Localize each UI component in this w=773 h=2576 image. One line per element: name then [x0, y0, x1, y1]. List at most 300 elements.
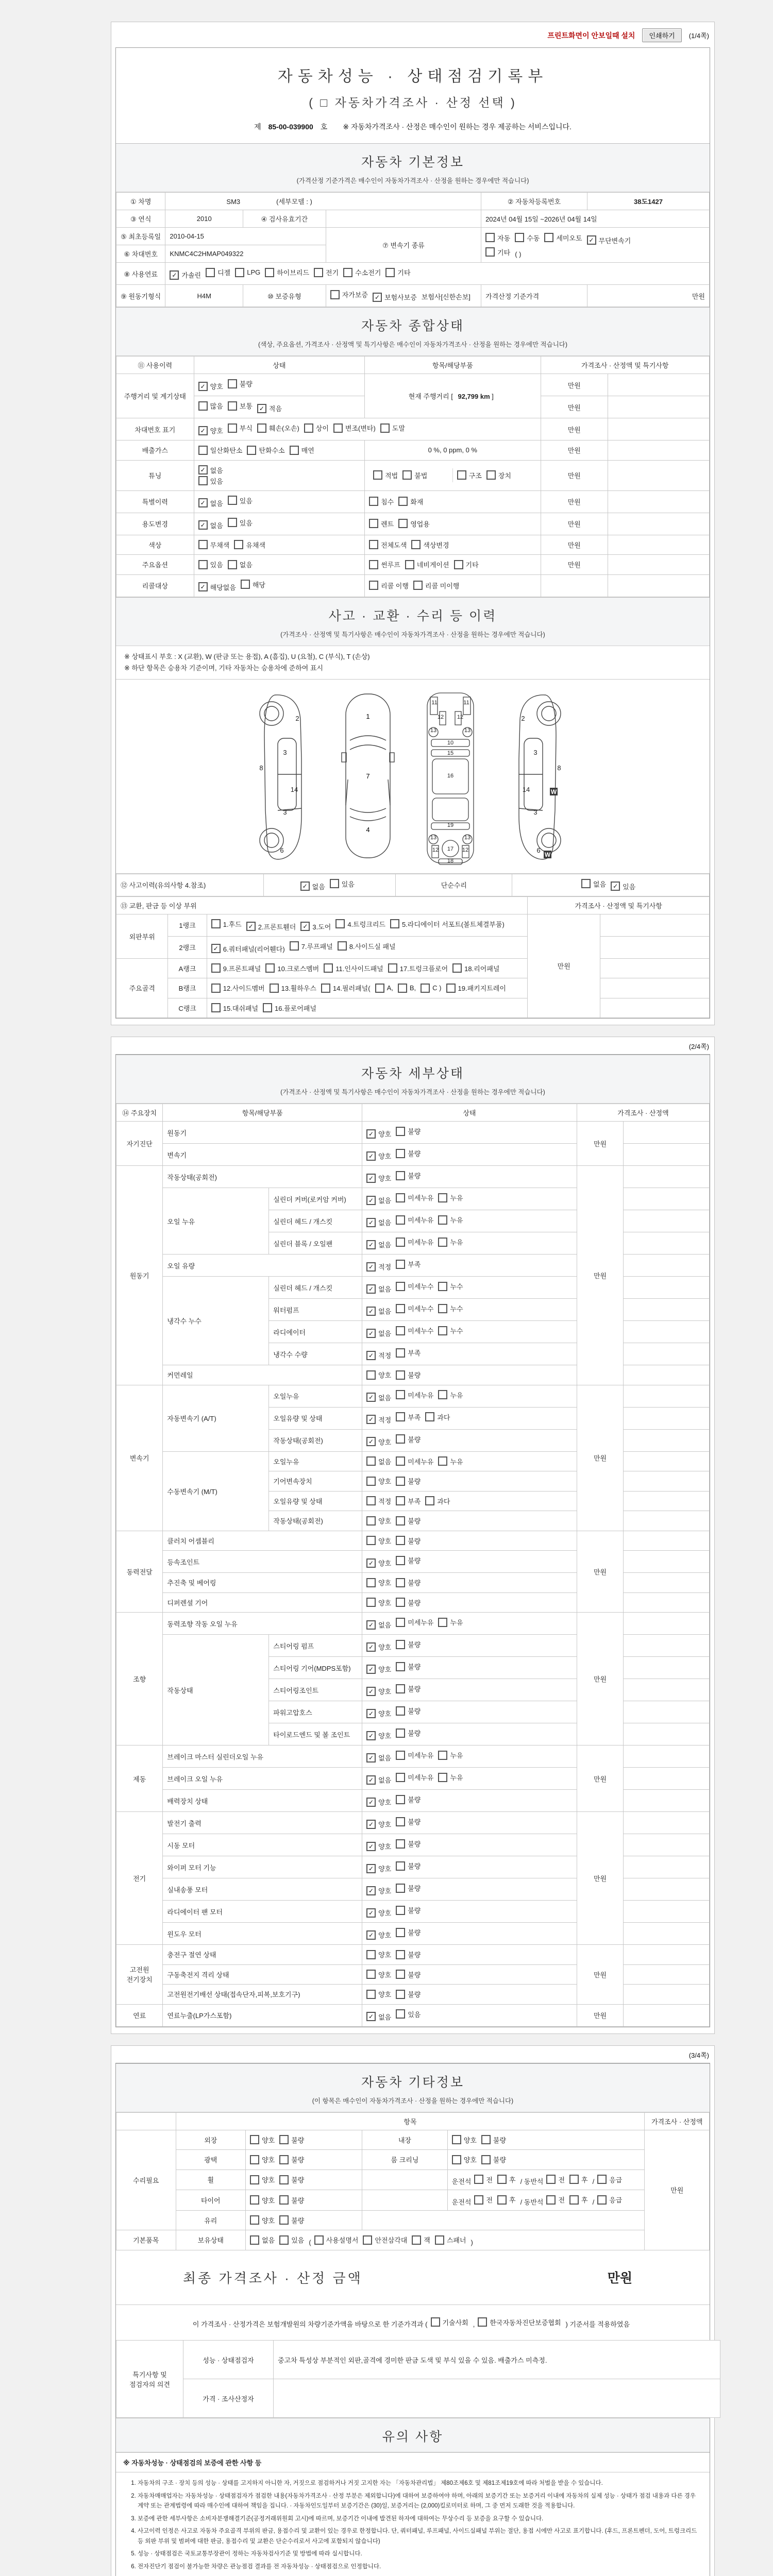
- checkbox-icon[interactable]: [497, 2175, 507, 2184]
- checkbox-option[interactable]: [569, 2195, 588, 2205]
- checkbox-option[interactable]: [366, 1306, 391, 1316]
- checkbox-checked-icon[interactable]: ✓: [366, 1709, 376, 1718]
- checkbox-icon[interactable]: [330, 290, 340, 299]
- checkbox-option[interactable]: [366, 1886, 391, 1895]
- checkbox-option[interactable]: [257, 403, 282, 413]
- checkbox-icon[interactable]: [324, 963, 333, 973]
- checkbox-option[interactable]: [363, 2235, 407, 2245]
- checkbox-option[interactable]: [228, 423, 253, 433]
- checkbox-option[interactable]: [396, 1662, 421, 1671]
- checkbox-option[interactable]: [369, 497, 394, 506]
- checkbox-icon[interactable]: [396, 1817, 405, 1826]
- checkbox-option[interactable]: [396, 1750, 433, 1760]
- checkbox-option[interactable]: [228, 560, 253, 569]
- checkbox-option[interactable]: [366, 1173, 391, 1183]
- checkbox-icon[interactable]: [366, 1598, 376, 1607]
- checkbox-icon[interactable]: [438, 1773, 447, 1782]
- checkbox-option[interactable]: [396, 1861, 421, 1871]
- checkbox-option[interactable]: [228, 496, 253, 505]
- checkbox-option[interactable]: [452, 963, 499, 973]
- checkbox-icon[interactable]: [290, 446, 299, 455]
- checkbox-icon[interactable]: [497, 2195, 507, 2205]
- checkbox-option[interactable]: [265, 267, 309, 277]
- checkbox-option[interactable]: [405, 560, 449, 569]
- checkbox-option[interactable]: [411, 540, 449, 550]
- checkbox-option[interactable]: [366, 1797, 391, 1807]
- checkbox-icon[interactable]: [452, 2135, 461, 2144]
- checkbox-option[interactable]: [211, 1003, 258, 1013]
- checkbox-option[interactable]: [366, 1970, 391, 1979]
- checkbox-option[interactable]: [198, 465, 356, 475]
- checkbox-option[interactable]: [478, 2317, 561, 2327]
- checkbox-option[interactable]: [452, 2135, 477, 2145]
- checkbox-checked-icon[interactable]: ✓: [373, 293, 382, 302]
- checkbox-checked-icon[interactable]: ✓: [366, 1886, 376, 1895]
- checkbox-checked-icon[interactable]: ✓: [366, 1620, 376, 1630]
- checkbox-icon[interactable]: [421, 984, 430, 993]
- checkbox-option[interactable]: [396, 1555, 421, 1565]
- checkbox-icon[interactable]: [396, 1662, 405, 1671]
- checkbox-icon[interactable]: [396, 1884, 405, 1893]
- checkbox-icon[interactable]: [198, 476, 208, 485]
- checkbox-option[interactable]: [235, 268, 260, 277]
- checkbox-option[interactable]: [366, 1328, 391, 1338]
- checkbox-checked-icon[interactable]: ✓: [198, 382, 208, 391]
- checkbox-icon[interactable]: [250, 2235, 259, 2245]
- checkbox-icon[interactable]: [366, 1370, 376, 1380]
- checkbox-icon[interactable]: [597, 2175, 607, 2184]
- checkbox-checked-icon[interactable]: ✓: [366, 1687, 376, 1696]
- checkbox-icon[interactable]: [241, 580, 250, 589]
- checkbox-icon[interactable]: [396, 1950, 405, 1959]
- checkbox-checked-icon[interactable]: ✓: [366, 1731, 376, 1740]
- checkbox-option[interactable]: [246, 922, 296, 931]
- checkbox-checked-icon[interactable]: ✓: [366, 1129, 376, 1139]
- checkbox-icon[interactable]: [270, 984, 279, 993]
- checkbox-icon[interactable]: [438, 1390, 447, 1399]
- checkbox-icon[interactable]: [366, 1990, 376, 1999]
- checkbox-icon[interactable]: [366, 1970, 376, 1979]
- checkbox-icon[interactable]: [366, 1456, 376, 1466]
- checkbox-icon[interactable]: [363, 2235, 372, 2245]
- checkbox-icon[interactable]: [396, 1215, 405, 1225]
- checkbox-icon[interactable]: [438, 1304, 447, 1313]
- checkbox-icon[interactable]: [454, 560, 463, 569]
- checkbox-icon[interactable]: [569, 2175, 579, 2184]
- checkbox-option[interactable]: [314, 267, 339, 277]
- checkbox-option[interactable]: [390, 919, 505, 929]
- checkbox-option[interactable]: [398, 984, 416, 993]
- checkbox-icon[interactable]: [396, 1839, 405, 1849]
- checkbox-icon[interactable]: [396, 1684, 405, 1693]
- checkbox-icon[interactable]: [485, 233, 495, 242]
- checkbox-option[interactable]: [438, 1772, 463, 1782]
- checkbox-option[interactable]: [438, 1303, 463, 1313]
- checkbox-option[interactable]: [396, 1536, 421, 1546]
- checkbox-icon[interactable]: [452, 963, 462, 973]
- checkbox-checked-icon[interactable]: ✓: [257, 404, 266, 413]
- checkbox-option[interactable]: [366, 1516, 391, 1526]
- checkbox-option[interactable]: [396, 1706, 421, 1716]
- checkbox-option[interactable]: [335, 919, 385, 929]
- checkbox-option[interactable]: [396, 1950, 421, 1959]
- checkbox-icon[interactable]: [396, 1516, 405, 1526]
- checkbox-icon[interactable]: [366, 1950, 376, 1959]
- checkbox-option[interactable]: [304, 423, 329, 433]
- checkbox-option[interactable]: [396, 2009, 421, 2019]
- checkbox-checked-icon[interactable]: ✓: [211, 944, 221, 953]
- checkbox-icon[interactable]: [385, 268, 395, 277]
- checkbox-checked-icon[interactable]: ✓: [366, 1775, 376, 1785]
- checkbox-option[interactable]: [198, 582, 236, 592]
- checkbox-option[interactable]: [234, 540, 265, 550]
- checkbox-option[interactable]: [366, 1642, 391, 1652]
- checkbox-option[interactable]: [611, 882, 635, 891]
- checkbox-option[interactable]: [366, 1370, 391, 1380]
- checkbox-icon[interactable]: [211, 984, 221, 993]
- print-install-notice[interactable]: 프린트화면이 안보일때 설치: [547, 31, 635, 40]
- checkbox-icon[interactable]: [228, 518, 237, 527]
- checkbox-checked-icon[interactable]: ✓: [366, 1642, 376, 1652]
- checkbox-option[interactable]: [597, 2195, 622, 2205]
- print-button[interactable]: 인쇄하기: [642, 28, 681, 42]
- checkbox-checked-icon[interactable]: ✓: [366, 1930, 376, 1940]
- checkbox-option[interactable]: [270, 983, 316, 993]
- checkbox-icon[interactable]: [398, 519, 408, 528]
- checkbox-icon[interactable]: [211, 963, 221, 973]
- checkbox-checked-icon[interactable]: ✓: [300, 882, 310, 891]
- checkbox-icon[interactable]: [228, 496, 237, 505]
- checkbox-icon[interactable]: [438, 1751, 447, 1760]
- checkbox-icon[interactable]: [396, 1348, 405, 1358]
- checkbox-option[interactable]: [396, 1303, 433, 1313]
- checkbox-checked-icon[interactable]: ✓: [366, 1218, 376, 1227]
- checkbox-option[interactable]: [211, 944, 285, 954]
- checkbox-checked-icon[interactable]: ✓: [366, 1753, 376, 1762]
- checkbox-checked-icon[interactable]: ✓: [366, 1558, 376, 1568]
- checkbox-option[interactable]: [569, 2175, 588, 2184]
- checkbox-option[interactable]: [581, 879, 606, 889]
- checkbox-option[interactable]: [396, 1516, 421, 1526]
- checkbox-option[interactable]: [396, 1215, 433, 1225]
- checkbox-icon[interactable]: [373, 470, 382, 480]
- checkbox-checked-icon[interactable]: ✓: [366, 1864, 376, 1873]
- checkbox-option[interactable]: [366, 1476, 391, 1486]
- checkbox-option[interactable]: [412, 2235, 430, 2245]
- checkbox-icon[interactable]: [396, 1556, 405, 1565]
- checkbox-checked-icon[interactable]: ✓: [198, 498, 208, 507]
- checkbox-option[interactable]: [198, 445, 243, 455]
- checkbox-option[interactable]: [279, 2195, 304, 2205]
- checkbox-checked-icon[interactable]: ✓: [366, 1174, 376, 1183]
- checkbox-option[interactable]: [290, 941, 333, 951]
- checkbox-option[interactable]: [446, 983, 506, 993]
- checkbox-icon[interactable]: [366, 1536, 376, 1545]
- checkbox-option[interactable]: [279, 2155, 304, 2164]
- checkbox-option[interactable]: [438, 1390, 463, 1400]
- checkbox-icon[interactable]: [375, 984, 384, 993]
- checkbox-checked-icon[interactable]: ✓: [366, 1240, 376, 1249]
- checkbox-option[interactable]: [380, 423, 405, 433]
- checkbox-option[interactable]: [375, 984, 393, 993]
- checkbox-option[interactable]: [366, 1350, 391, 1360]
- checkbox-checked-icon[interactable]: ✓: [366, 2012, 376, 2021]
- checkbox-option[interactable]: [250, 2235, 275, 2245]
- checkbox-icon[interactable]: [369, 581, 378, 590]
- checkbox-option[interactable]: [402, 470, 427, 480]
- checkbox-option[interactable]: [211, 983, 265, 993]
- checkbox-icon[interactable]: [279, 2175, 289, 2184]
- checkbox-option[interactable]: [425, 1412, 450, 1422]
- checkbox-option[interactable]: [366, 1841, 391, 1851]
- checkbox-option[interactable]: [290, 445, 314, 455]
- checkbox-icon[interactable]: [366, 1578, 376, 1587]
- checkbox-icon[interactable]: [250, 2155, 259, 2164]
- checkbox-icon[interactable]: [413, 581, 423, 590]
- checkbox-option[interactable]: [457, 470, 482, 480]
- checkbox-option[interactable]: [398, 497, 423, 506]
- checkbox-option[interactable]: [413, 581, 459, 590]
- checkbox-option[interactable]: [396, 1259, 421, 1269]
- checkbox-option[interactable]: [250, 2215, 275, 2225]
- checkbox-option[interactable]: [546, 2195, 565, 2205]
- checkbox-icon[interactable]: [569, 2195, 579, 2205]
- checkbox-option[interactable]: [454, 560, 479, 569]
- checkbox-icon[interactable]: [438, 1238, 447, 1247]
- checkbox-icon[interactable]: [396, 1578, 405, 1587]
- checkbox-icon[interactable]: [396, 1861, 405, 1871]
- checkbox-option[interactable]: [228, 518, 253, 528]
- checkbox-icon[interactable]: [396, 1304, 405, 1313]
- checkbox-icon[interactable]: [396, 1171, 405, 1180]
- checkbox-icon[interactable]: [396, 1970, 405, 1979]
- checkbox-icon[interactable]: [211, 919, 221, 928]
- checkbox-option[interactable]: [211, 919, 242, 929]
- checkbox-option[interactable]: [198, 560, 223, 569]
- checkbox-option[interactable]: [438, 1617, 463, 1627]
- checkbox-icon[interactable]: [380, 423, 390, 433]
- checkbox-icon[interactable]: [481, 2135, 491, 2144]
- checkbox-checked-icon[interactable]: ✓: [366, 1820, 376, 1829]
- checkbox-option[interactable]: [338, 941, 396, 951]
- checkbox-option[interactable]: [481, 2155, 506, 2164]
- checkbox-icon[interactable]: [366, 1477, 376, 1486]
- checkbox-option[interactable]: [373, 292, 417, 302]
- checkbox-icon[interactable]: [335, 919, 345, 928]
- checkbox-option[interactable]: [198, 476, 356, 486]
- checkbox-icon[interactable]: [206, 268, 215, 277]
- checkbox-option[interactable]: [396, 1237, 433, 1247]
- checkbox-option[interactable]: [333, 423, 376, 433]
- checkbox-option[interactable]: [396, 1578, 421, 1587]
- checkbox-option[interactable]: [438, 1281, 463, 1291]
- checkbox-option[interactable]: [546, 2175, 565, 2184]
- checkbox-option[interactable]: [396, 1883, 421, 1893]
- checkbox-icon[interactable]: [390, 919, 399, 928]
- checkbox-option[interactable]: [279, 2215, 304, 2225]
- checkbox-option[interactable]: [211, 963, 261, 973]
- checkbox-option[interactable]: [366, 1284, 391, 1294]
- checkbox-icon[interactable]: [228, 560, 237, 569]
- checkbox-option[interactable]: [241, 580, 265, 589]
- checkbox-checked-icon[interactable]: ✓: [366, 1415, 376, 1424]
- checkbox-icon[interactable]: [402, 470, 412, 480]
- checkbox-option[interactable]: [265, 963, 319, 973]
- checkbox-icon[interactable]: [330, 879, 339, 888]
- checkbox-icon[interactable]: [396, 1193, 405, 1202]
- checkbox-option[interactable]: [388, 963, 448, 973]
- checkbox-icon[interactable]: [474, 2195, 483, 2205]
- checkbox-option[interactable]: [369, 581, 409, 590]
- checkbox-option[interactable]: [438, 1326, 463, 1335]
- checkbox-icon[interactable]: [198, 446, 208, 455]
- checkbox-option[interactable]: [396, 1927, 421, 1937]
- checkbox-icon[interactable]: [321, 984, 330, 993]
- checkbox-option[interactable]: [366, 1536, 391, 1546]
- checkbox-option[interactable]: [396, 1326, 433, 1335]
- checkbox-icon[interactable]: [366, 1496, 376, 1505]
- checkbox-option[interactable]: [396, 1281, 433, 1291]
- checkbox-option[interactable]: [438, 1193, 463, 1202]
- checkbox-icon[interactable]: [396, 1149, 405, 1158]
- checkbox-option[interactable]: [597, 2175, 622, 2184]
- checkbox-icon[interactable]: [485, 247, 495, 257]
- checkbox-icon[interactable]: [228, 423, 237, 433]
- checkbox-option[interactable]: [300, 882, 325, 891]
- checkbox-option[interactable]: [247, 445, 284, 455]
- checkbox-option[interactable]: [330, 879, 355, 889]
- checkbox-checked-icon[interactable]: ✓: [198, 582, 208, 591]
- checkbox-option[interactable]: [366, 1578, 391, 1587]
- checkbox-option[interactable]: [396, 1370, 421, 1380]
- checkbox-icon[interactable]: [597, 2195, 607, 2205]
- checkbox-icon[interactable]: [369, 540, 378, 549]
- checkbox-icon[interactable]: [546, 2175, 556, 2184]
- checkbox-icon[interactable]: [425, 1496, 434, 1505]
- checkbox-option[interactable]: [250, 2175, 275, 2184]
- checkbox-option[interactable]: [366, 1151, 391, 1161]
- checkbox-option[interactable]: [497, 2175, 516, 2184]
- checkbox-icon[interactable]: [279, 2135, 289, 2144]
- checkbox-checked-icon[interactable]: ✓: [300, 922, 310, 931]
- checkbox-icon[interactable]: [228, 379, 237, 388]
- checkbox-icon[interactable]: [481, 2155, 491, 2164]
- checkbox-option[interactable]: [366, 1819, 391, 1829]
- checkbox-option[interactable]: [474, 2175, 493, 2184]
- checkbox-option[interactable]: [497, 2195, 516, 2205]
- checkbox-option[interactable]: [330, 290, 368, 299]
- checkbox-icon[interactable]: [366, 1516, 376, 1526]
- checkbox-checked-icon[interactable]: ✓: [246, 922, 256, 931]
- checkbox-icon[interactable]: [279, 2235, 289, 2245]
- checkbox-icon[interactable]: [304, 423, 313, 433]
- checkbox-option[interactable]: [396, 1412, 421, 1422]
- checkbox-option[interactable]: [366, 1908, 391, 1918]
- checkbox-option[interactable]: [396, 1970, 421, 1979]
- checkbox-icon[interactable]: [250, 2175, 259, 2184]
- checkbox-icon[interactable]: [412, 2235, 421, 2245]
- checkbox-icon[interactable]: [438, 1618, 447, 1627]
- checkbox-icon[interactable]: [438, 1215, 447, 1225]
- checkbox-option[interactable]: [515, 233, 540, 243]
- checkbox-icon[interactable]: [198, 540, 208, 549]
- checkbox-option[interactable]: [396, 1598, 421, 1607]
- checkbox-option[interactable]: [369, 560, 400, 569]
- checkbox-option[interactable]: [485, 233, 510, 243]
- checkbox-option[interactable]: [481, 2135, 506, 2145]
- checkbox-icon[interactable]: [396, 1260, 405, 1269]
- checkbox-checked-icon[interactable]: ✓: [587, 235, 596, 245]
- checkbox-icon[interactable]: [279, 2195, 289, 2205]
- checkbox-icon[interactable]: [228, 401, 237, 411]
- checkbox-icon[interactable]: [396, 1618, 405, 1627]
- checkbox-icon[interactable]: [198, 401, 208, 411]
- checkbox-icon[interactable]: [452, 2155, 461, 2164]
- checkbox-icon[interactable]: [396, 1434, 405, 1444]
- checkbox-option[interactable]: [366, 1731, 391, 1740]
- checkbox-option[interactable]: [396, 1456, 433, 1466]
- checkbox-option[interactable]: [396, 1817, 421, 1826]
- checkbox-option[interactable]: [366, 1437, 391, 1447]
- checkbox-option[interactable]: [396, 1905, 421, 1915]
- checkbox-checked-icon[interactable]: ✓: [198, 465, 208, 474]
- checkbox-icon[interactable]: [388, 963, 397, 973]
- checkbox-option[interactable]: [396, 1772, 433, 1782]
- checkbox-icon[interactable]: [398, 497, 408, 506]
- checkbox-icon[interactable]: [396, 1728, 405, 1738]
- checkbox-checked-icon[interactable]: ✓: [366, 1262, 376, 1272]
- checkbox-icon[interactable]: [265, 268, 274, 277]
- checkbox-option[interactable]: [369, 519, 394, 529]
- checkbox-option[interactable]: [198, 426, 223, 435]
- checkbox-option[interactable]: [438, 1750, 463, 1760]
- checkbox-icon[interactable]: [396, 1282, 405, 1291]
- checkbox-option[interactable]: [314, 2235, 359, 2245]
- checkbox-option[interactable]: [396, 1390, 433, 1400]
- checkbox-icon[interactable]: [396, 1536, 405, 1545]
- checkbox-option[interactable]: [396, 1476, 421, 1486]
- checkbox-icon[interactable]: [396, 1598, 405, 1607]
- checkbox-icon[interactable]: [250, 2195, 259, 2205]
- checkbox-checked-icon[interactable]: ✓: [611, 882, 620, 891]
- checkbox-icon[interactable]: [396, 1477, 405, 1486]
- checkbox-icon[interactable]: [343, 268, 352, 277]
- checkbox-icon[interactable]: [581, 879, 591, 888]
- checkbox-checked-icon[interactable]: ✓: [198, 426, 208, 435]
- checkbox-option[interactable]: [438, 1237, 463, 1247]
- checkbox-option[interactable]: [366, 1620, 391, 1630]
- checkbox-icon[interactable]: [396, 1906, 405, 1915]
- checkbox-option[interactable]: [396, 1684, 421, 1693]
- checkbox-checked-icon[interactable]: ✓: [198, 520, 208, 530]
- checkbox-checked-icon[interactable]: ✓: [366, 1908, 376, 1918]
- checkbox-option[interactable]: [366, 1217, 391, 1227]
- checkbox-icon[interactable]: [198, 560, 208, 569]
- checkbox-icon[interactable]: [515, 233, 524, 242]
- checkbox-icon[interactable]: [338, 941, 347, 951]
- checkbox-option[interactable]: [431, 2317, 468, 2327]
- checkbox-icon[interactable]: [257, 423, 266, 433]
- checkbox-icon[interactable]: [396, 1370, 405, 1380]
- checkbox-option[interactable]: [396, 1989, 421, 1999]
- checkbox-icon[interactable]: [396, 1127, 405, 1136]
- checkbox-option[interactable]: [396, 1839, 421, 1849]
- checkbox-icon[interactable]: [250, 2215, 259, 2225]
- checkbox-icon[interactable]: [279, 2215, 289, 2225]
- checkbox-option[interactable]: [321, 983, 371, 993]
- checkbox-option[interactable]: [369, 540, 407, 550]
- checkbox-icon[interactable]: [396, 1238, 405, 1247]
